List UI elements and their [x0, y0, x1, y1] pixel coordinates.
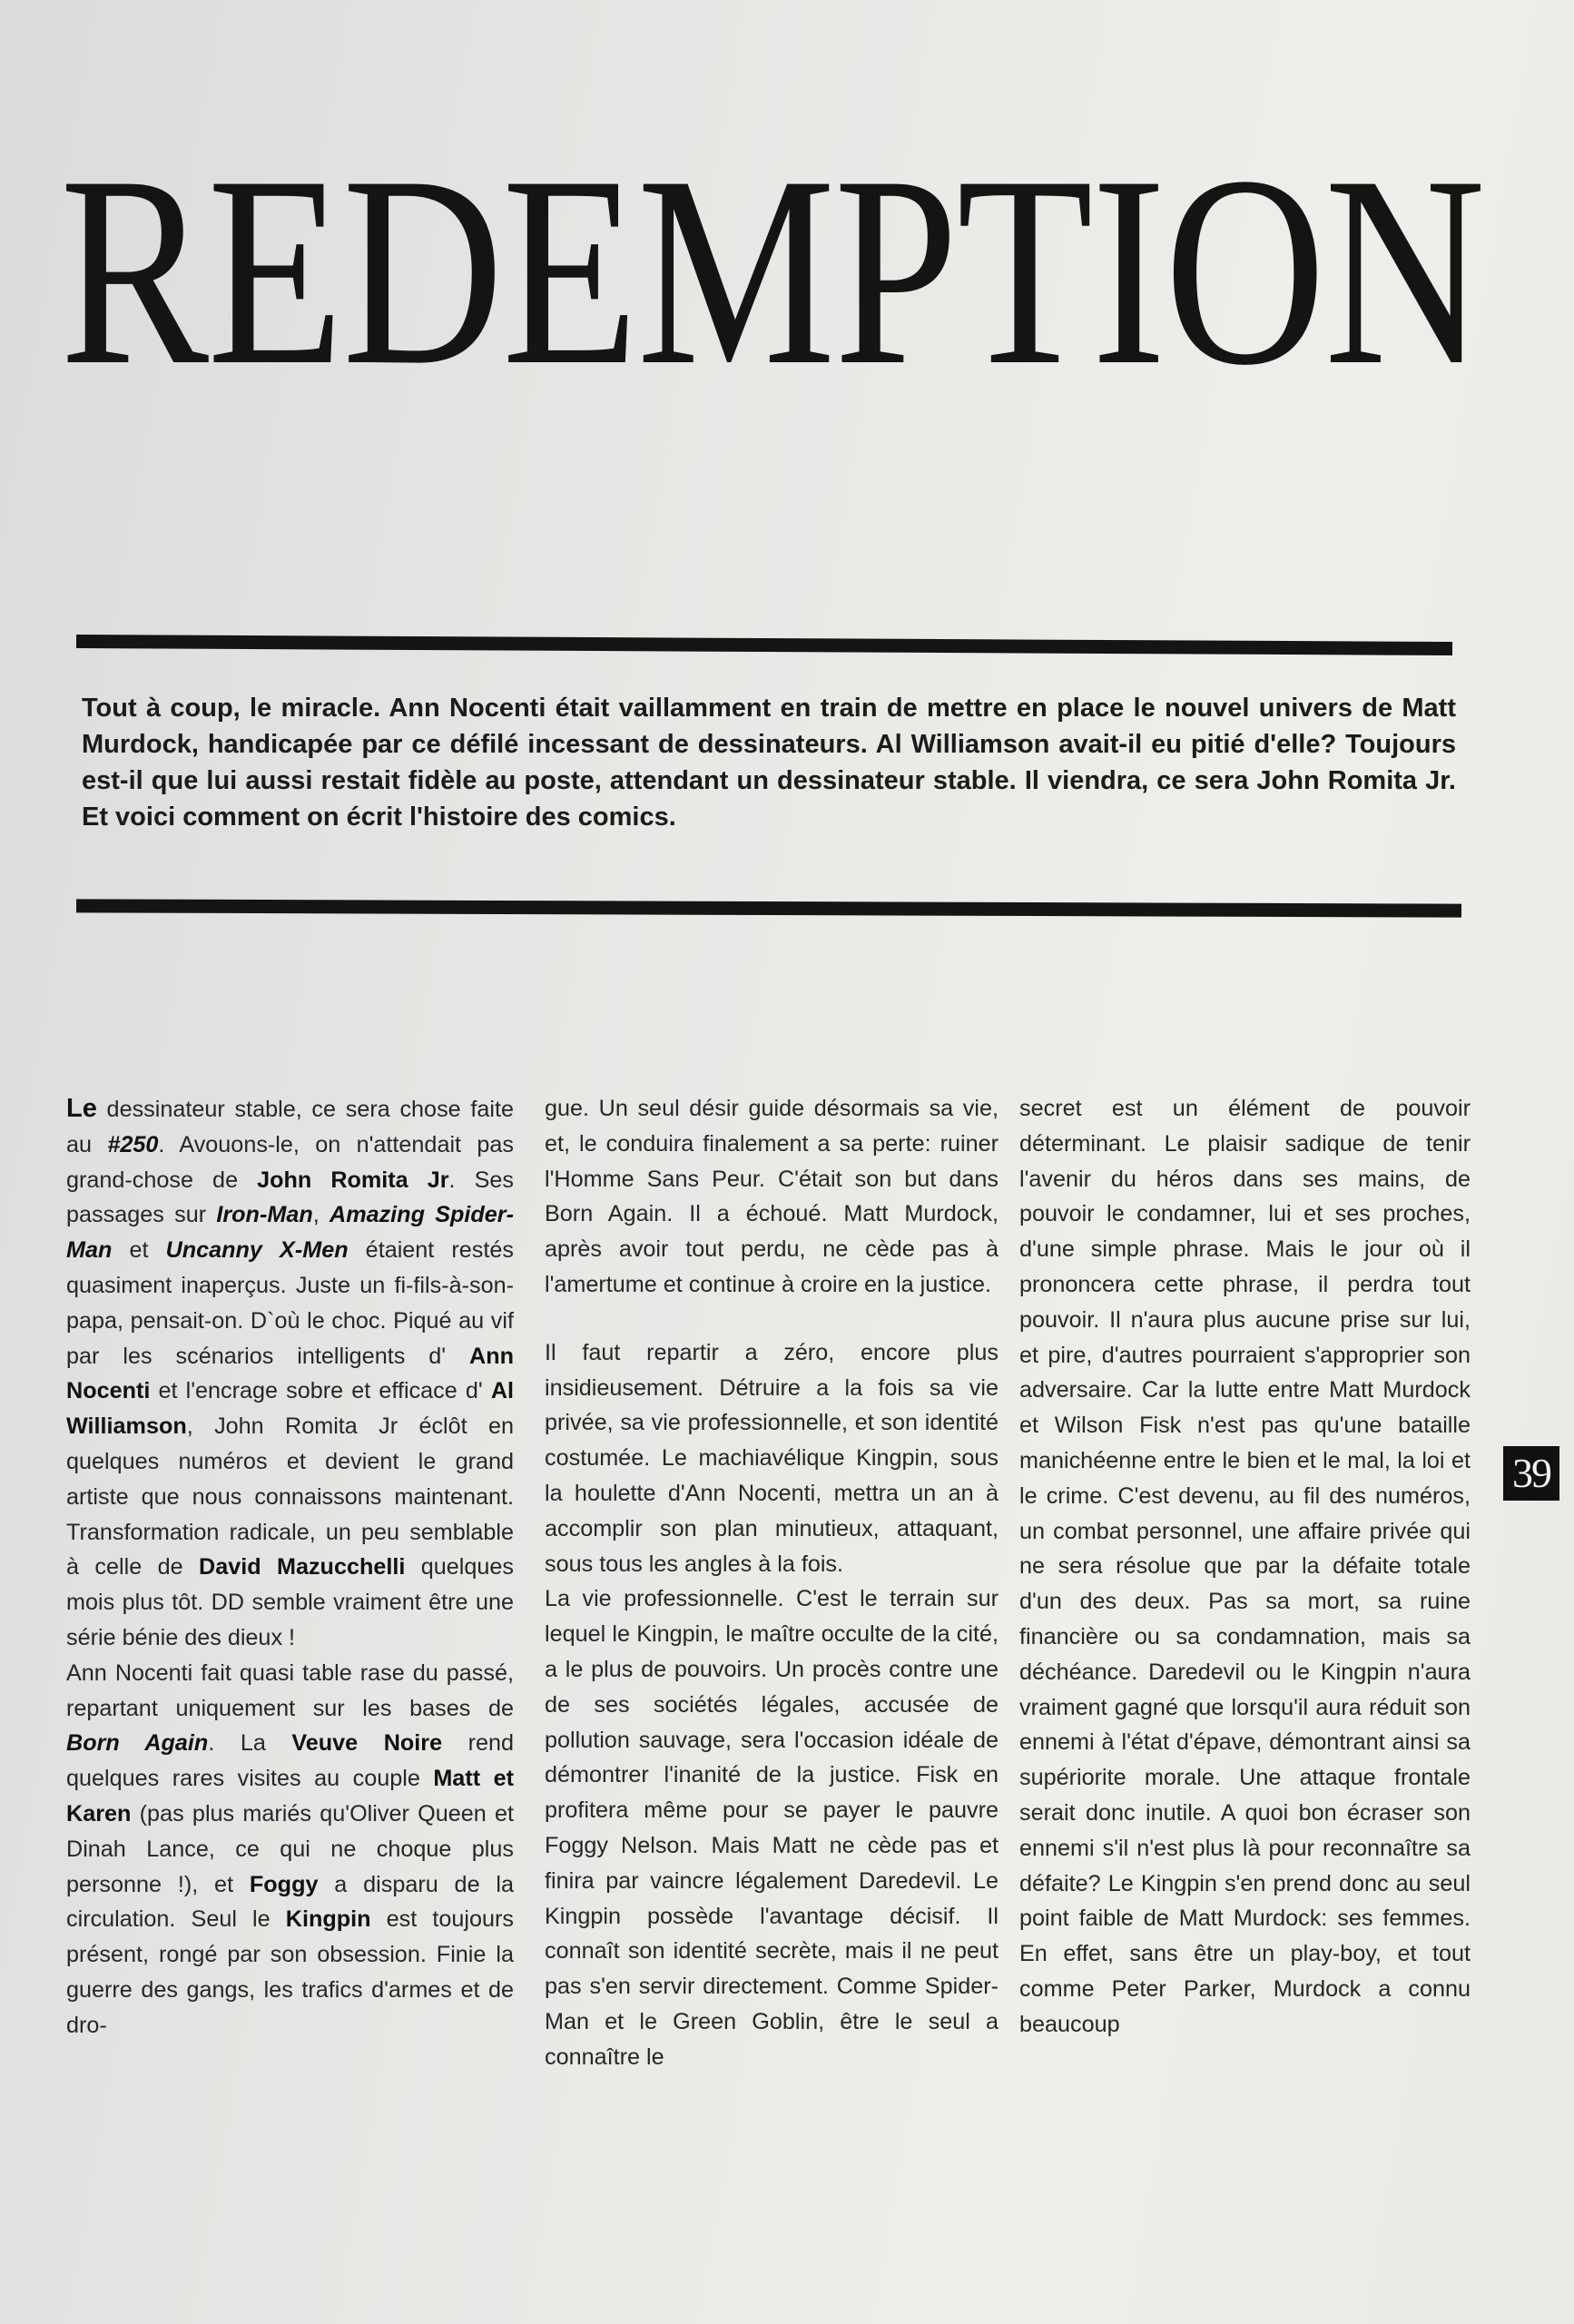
- text-run: (pas plus mariés qu'Oliver Queen et Dinah Lance, ce qui ne choque plus personne !), et: [66, 1800, 514, 1897]
- paragraph: [66, 1091, 514, 1656]
- page-number: 39: [1503, 1446, 1559, 1501]
- article-title: REDEMPTION: [60, 120, 1484, 421]
- name-bold: David Mazucchelli: [199, 1554, 406, 1581]
- series-title: Born Again: [66, 1730, 209, 1757]
- series-title: Amazing Spider-Man: [66, 1202, 514, 1264]
- text-run: étaient restés quasiment inaperçus. Juste un fi-fils-à-son-papa, pensait-on. D`où le choc. Piqué au vif par les scénarios intelligents d': [66, 1237, 514, 1369]
- text-run: Ann Nocenti fait quasi table rase du passé, repartant uniquement sur les bases de: [66, 1659, 514, 1721]
- paragraph: [66, 1656, 514, 2043]
- text-column-2: [545, 1091, 999, 2199]
- text-run: quelques mois plus tôt. DD semble vraiment être une série bénie des dieux !: [66, 1554, 514, 1650]
- text-run: a disparu de la circulation. Seul le: [66, 1871, 514, 1933]
- name-bold: Veuve Noire: [291, 1730, 443, 1757]
- intro-paragraph: Tout à coup, le miracle. Ann Nocenti était vaillamment en train de mettre en place le nouvel univers de Matt Murdock, handicapée par ce défilé incessant de dessinateurs. Al Williamson avait-il eu pitié d'elle? Toujours est-il que lui aussi restait fidèle au poste, attendant un dessinateur stable. Il viendra, ce sera John Romita Jr. Et voici comment on écrit l'histoire des comics.: [82, 694, 1456, 832]
- text-run: et: [112, 1237, 166, 1264]
- text-run: . Avouons-le, on n'attendait pas grand-chose de: [66, 1131, 514, 1193]
- series-title: Iron-Man: [216, 1202, 313, 1228]
- text-run: et l'encrage sobre et efficace d': [150, 1378, 491, 1404]
- text-run: rend quelques rares visites au couple: [66, 1730, 514, 1792]
- name-bold: John Romita Jr: [257, 1167, 449, 1193]
- issue-number: #250: [107, 1131, 159, 1157]
- name-bold: Ann Nocenti: [66, 1343, 514, 1404]
- divider-bottom: [76, 899, 1461, 917]
- paragraph: La vie professionnelle. C'est le terrain sur lequel le Kingpin, le maître occulte de la cité, a le plus de pouvoirs. Un procès contre une de ses sociétés légales, accusée de pollution sauvage, sera l'occasion idéale de démontrer l'inanité de la justice. Fisk en profitera même pour se payer le pauvre Foggy Nelson. Mais Matt ne cède pas et finira par vaincre légalement Daredevil. Le Kingpin possède l'avantage décisif. Il connaît son identité secrète, mais il ne peut pas s'en servir directement. Comme Spider-Man et le Green Goblin, être le seul a connaître le: [545, 1586, 999, 2070]
- name-bold: Matt et Karen: [66, 1766, 514, 1827]
- drop-cap: Le: [66, 1094, 97, 1123]
- paragraph: secret est un élément de pouvoir déterminant. Le plaisir sadique de tenir l'avenir du héros dans ses mains, de pouvoir le condamner, lui et ses proches, d'une simple phrase. Mais le jour où il prononcera cette phrase, il perdra tout pouvoir. Il n'aura plus aucune prise sur lui, et pire, d'autres pourraient s'approprier son adversaire. Car la lutte entre Matt Murdock et Wilson Fisk n'est pas qu'une bataille manichéenne entre le bien et le mal, la loi et le crime. C'est devenu, au fil des numéros, un combat personnel, une affaire privée qui ne sera résolue que par la défaite totale d'un des deux. Pas sa mort, sa ruine financière ou sa condamnation, mais sa déchéance. Daredevil ou le Kingpin n'aura vraiment gagné que lorsqu'il aura réduit son ennemi à l'état d'épave, démontrant ainsi sa supériorite morale. Une attaque frontale serait donc inutile. A quoi bon écraser son ennemi s'il n'est plus là pour reconnaître sa défaite? Le Kingpin s'en prend donc au seul point faible de Matt Murdock: ses femmes. En effet, sans être un play-boy, et tout comme Peter Parker, Murdock a connu beaucoup: [1019, 1096, 1471, 2037]
- series-title: Uncanny X-Men: [165, 1237, 349, 1264]
- text-run: . Ses passages sur: [66, 1167, 514, 1228]
- text-run: ,: [312, 1202, 330, 1228]
- divider-top: [76, 635, 1452, 655]
- name-bold: Al Williamson: [66, 1378, 514, 1440]
- paragraph: gue. Un seul désir guide désormais sa vie, et, le conduira finalement a sa perte: ruiner l'Homme Sans Peur. C'était son but dans Born Again. Il a échoué. Matt Murdock, après avoir tout perdu, ne cède pas à l'amertume et continue à croire en la justice.: [545, 1096, 999, 1297]
- text-run: est toujours présent, rongé par son obsession. Finie la guerre des gangs, les trafics d'armes et de dro-: [66, 1906, 514, 2038]
- text-column-3: [1019, 1091, 1471, 2199]
- name-bold: Kingpin: [285, 1906, 371, 1933]
- name-bold: Foggy: [249, 1871, 319, 1897]
- paragraph: Il faut repartir a zéro, encore plus insidieusement. Détruire a la fois sa vie privée, sa vie professionnelle, et son identité costumée. Le machiavélique Kingpin, sous la houlette d'Ann Nocenti, mettra un an à accomplir son plan minutieux, attaquant, sous tous les angles à la fois.: [545, 1339, 999, 1577]
- text-run: . La: [208, 1730, 292, 1757]
- text-column-1: [66, 1091, 514, 2199]
- text-run: dessinateur stable, ce sera chose faite au: [66, 1097, 514, 1157]
- text-run: , John Romita Jr éclôt en quelques numéros et devient le grand artiste que nous connaissons maintenant. Transformation radicale, un peu semblable à celle de: [66, 1413, 514, 1581]
